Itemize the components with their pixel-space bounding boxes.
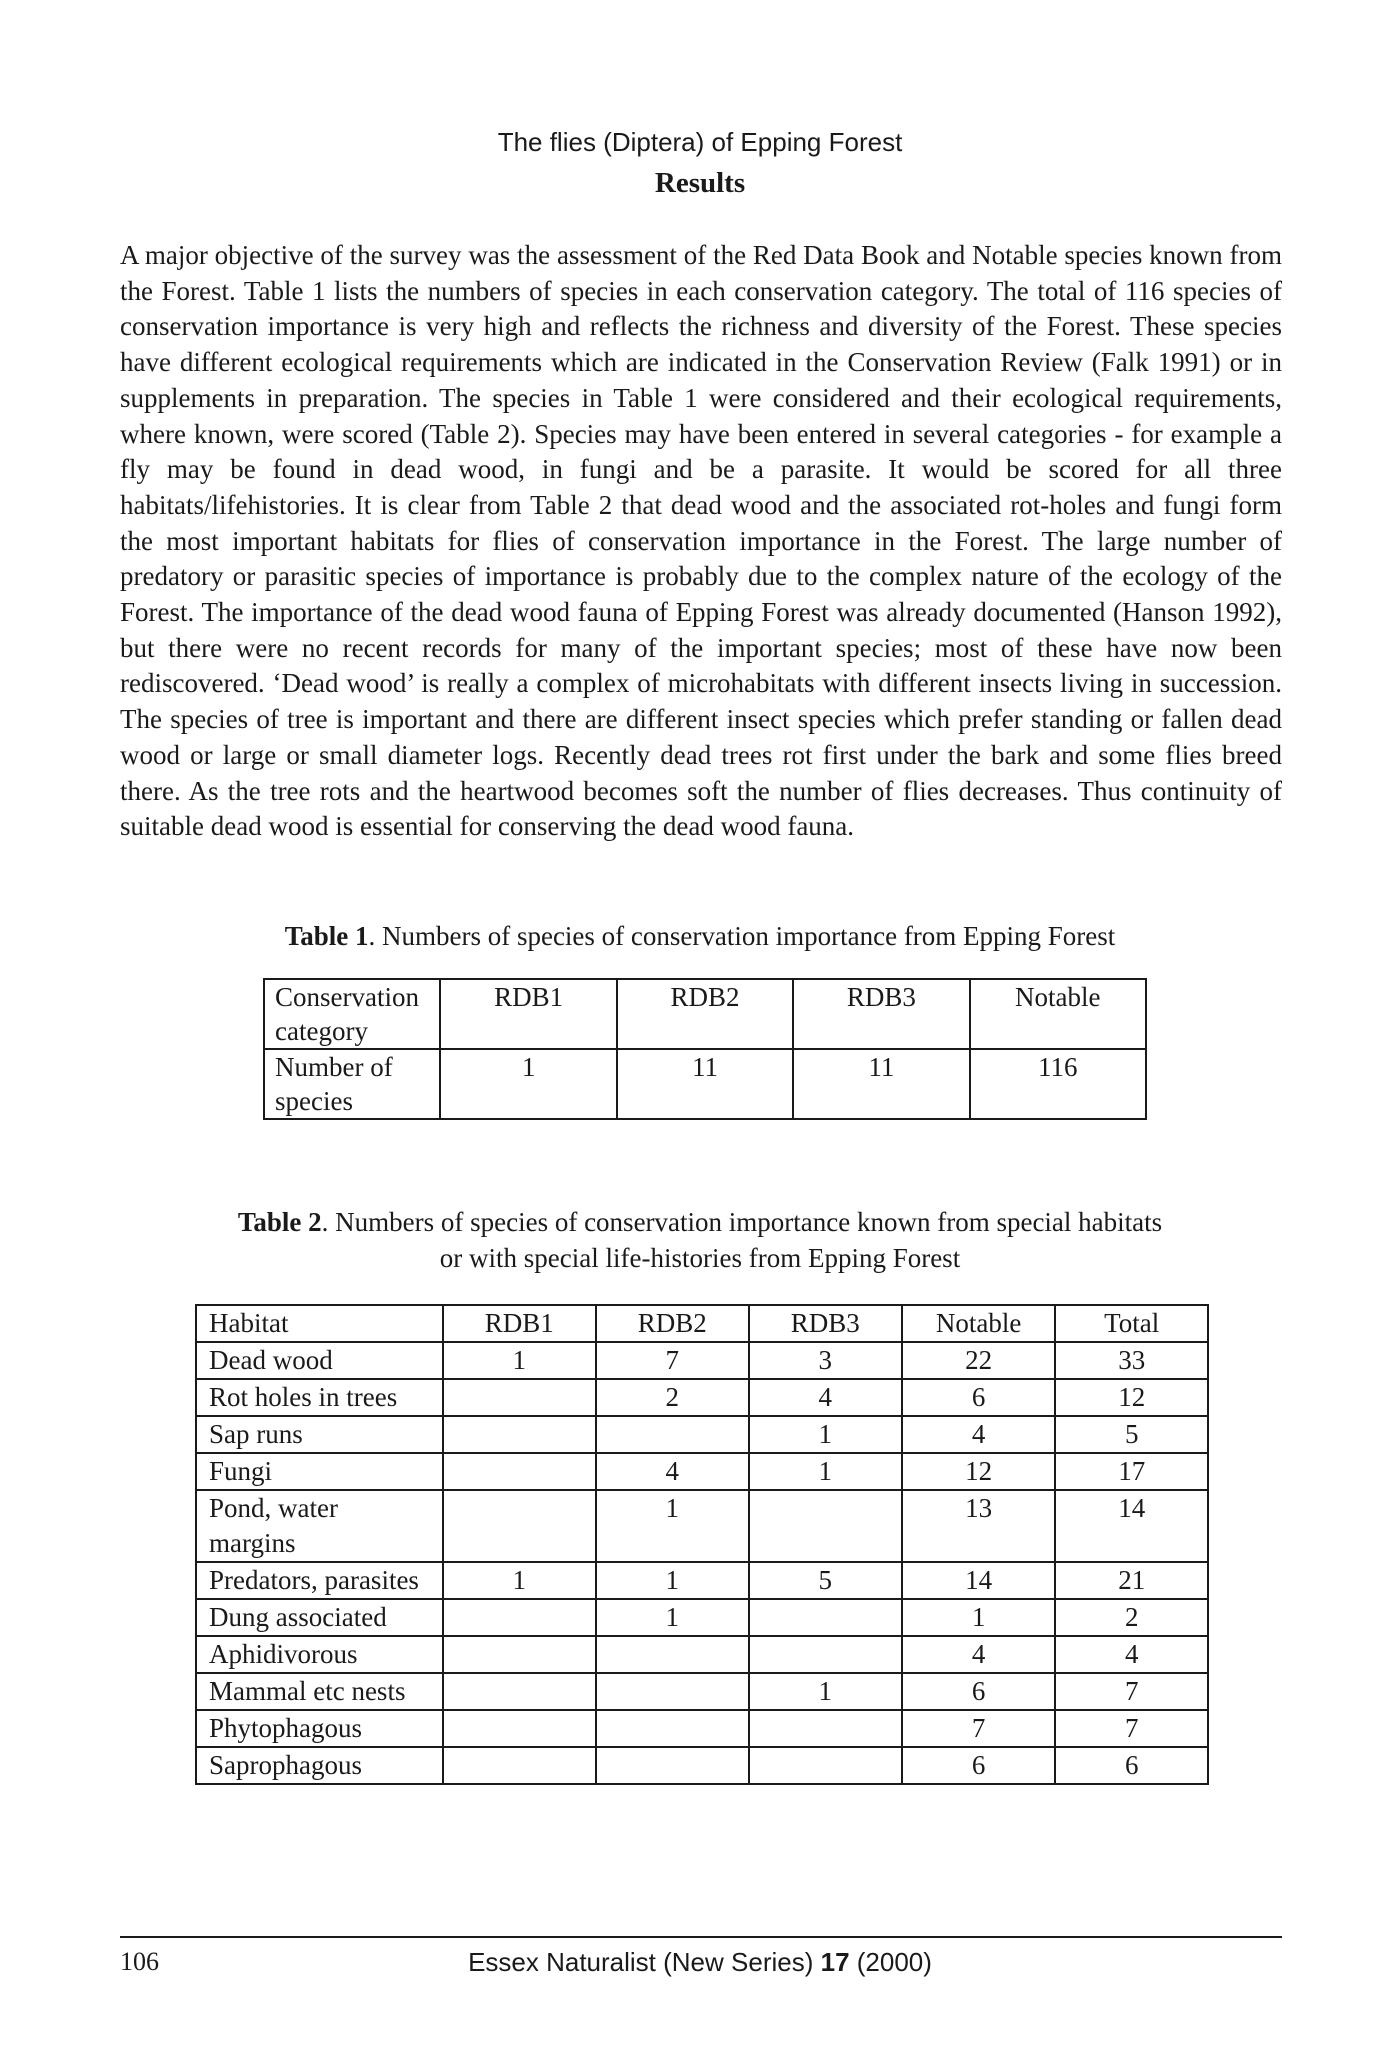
table-2-cell: 14 (902, 1562, 1056, 1599)
table-2-cell: Phytophagous (196, 1710, 443, 1747)
table-2-cell: 7 (902, 1710, 1056, 1747)
table-2-caption-text: . Numbers of species of conservation importance known from special habitats (321, 1207, 1163, 1237)
table-2-header-cell: RDB2 (596, 1305, 749, 1342)
table-2-cell: 14 (1055, 1490, 1208, 1562)
table-2-cell (596, 1710, 749, 1747)
table-2-row (196, 1710, 1208, 1747)
table-1-cell: 1 (440, 1049, 616, 1119)
table-2-cell: 33 (1055, 1342, 1208, 1379)
table-2-cell (443, 1636, 596, 1673)
table-2-cell (596, 1673, 749, 1710)
table-2-caption (180, 1204, 1220, 1276)
table-2-cell: 6 (1055, 1747, 1208, 1784)
table-1-cell: 11 (793, 1049, 969, 1119)
journal-citation (0, 1946, 1400, 1978)
footer-divider (120, 1936, 1282, 1938)
table-2-cell: 2 (1055, 1599, 1208, 1636)
table-2-row (196, 1673, 1208, 1710)
table-2-header-cell: Notable (902, 1305, 1056, 1342)
table-2-cell: 1 (749, 1453, 902, 1490)
table-2-cell: 1 (596, 1490, 749, 1562)
table-2-cell (596, 1747, 749, 1784)
table-2-cell (749, 1599, 902, 1636)
table-2-row (196, 1636, 1208, 1673)
table-2-cell: 7 (1055, 1710, 1208, 1747)
journal-volume: 17 (820, 1947, 850, 1977)
table-2-cell: 2 (596, 1379, 749, 1416)
table-2-cell: 1 (443, 1342, 596, 1379)
table-2-cell: Predators, parasites (196, 1562, 443, 1599)
table-2-cell (443, 1453, 596, 1490)
table-1 (263, 978, 1147, 1120)
table-2-header-cell: Total (1055, 1305, 1208, 1342)
table-2-caption-text-line2: or with special life-histories from Epping Forest (439, 1243, 961, 1273)
table-2-cell: 17 (1055, 1453, 1208, 1490)
table-2-cell (443, 1490, 596, 1562)
table-2-cell (596, 1636, 749, 1673)
table-2-cell: 5 (1055, 1416, 1208, 1453)
table-1-header-cell: RDB2 (617, 979, 793, 1049)
table-2-header-cell: RDB3 (749, 1305, 902, 1342)
table-2-cell: 1 (902, 1599, 1056, 1636)
table-2-cell (443, 1710, 596, 1747)
table-2-cell: 13 (902, 1490, 1056, 1562)
table-2-header-cell: Habitat (196, 1305, 443, 1342)
table-1-header-cell: Notable (970, 979, 1146, 1049)
table-2-cell: 4 (902, 1636, 1056, 1673)
table-1-data-row (264, 1049, 1146, 1119)
table-2-cell: Dead wood (196, 1342, 443, 1379)
table-2-cell: 1 (596, 1599, 749, 1636)
table-2-header-cell: RDB1 (443, 1305, 596, 1342)
table-1-label: Table 1 (284, 921, 369, 951)
table-2-cell (749, 1636, 902, 1673)
table-2-cell: 3 (749, 1342, 902, 1379)
table-2-cell: 5 (749, 1562, 902, 1599)
table-2-header-row (196, 1305, 1208, 1342)
table-2-cell: 1 (443, 1562, 596, 1599)
table-2-cell: 1 (749, 1673, 902, 1710)
table-2-row (196, 1562, 1208, 1599)
section-heading: Results (654, 167, 746, 199)
table-2-cell (749, 1710, 902, 1747)
table-2-cell: 1 (596, 1562, 749, 1599)
table-2-cell (443, 1416, 596, 1453)
table-2-row (196, 1342, 1208, 1379)
table-1-cell: 116 (970, 1049, 1146, 1119)
table-2-cell: Mammal etc nests (196, 1673, 443, 1710)
table-2-cell (749, 1747, 902, 1784)
table-2-cell: 4 (902, 1416, 1056, 1453)
table-2-cell: 12 (1055, 1379, 1208, 1416)
table-1-cell: Number of species (264, 1049, 440, 1119)
table-2-row (196, 1747, 1208, 1784)
page-number: 106 (120, 1947, 159, 1976)
table-2-cell: 6 (902, 1379, 1056, 1416)
table-1-cell: 11 (617, 1049, 793, 1119)
table-2-cell: Fungi (196, 1453, 443, 1490)
table-2-cell: 6 (902, 1747, 1056, 1784)
table-2-row (196, 1379, 1208, 1416)
table-1-header-cell: RDB1 (440, 979, 616, 1049)
table-2-cell (443, 1673, 596, 1710)
table-2-cell (443, 1379, 596, 1416)
table-2-cell: 12 (902, 1453, 1056, 1490)
table-2-row (196, 1599, 1208, 1636)
table-2-cell: 4 (749, 1379, 902, 1416)
table-2-body (196, 1305, 1208, 1784)
table-1-caption-text: . Numbers of species of conservation importance from Epping Forest (368, 921, 1116, 951)
table-2-label: Table 2 (237, 1207, 322, 1237)
journal-name: Essex Naturalist (New Series) (468, 1947, 821, 1977)
table-2-cell (596, 1416, 749, 1453)
table-1-caption (0, 918, 1400, 954)
table-2-row (196, 1416, 1208, 1453)
table-2-cell: 7 (596, 1342, 749, 1379)
table-2-cell: Rot holes in trees (196, 1379, 443, 1416)
table-2-cell (749, 1490, 902, 1562)
table-2-row (196, 1490, 1208, 1562)
table-2-cell: 21 (1055, 1562, 1208, 1599)
table-2-cell: Saprophagous (196, 1747, 443, 1784)
table-2-cell (443, 1599, 596, 1636)
table-2-cell: 1 (749, 1416, 902, 1453)
table-2-cell: 4 (1055, 1636, 1208, 1673)
table-2-cell: Pond, water margins (196, 1490, 443, 1562)
table-1-header-cell: Conservation category (264, 979, 440, 1049)
table-2-cell: 7 (1055, 1673, 1208, 1710)
table-2-cell: 6 (902, 1673, 1056, 1710)
table-2-row (196, 1453, 1208, 1490)
table-2-cell: Aphidivorous (196, 1636, 443, 1673)
journal-year: (2000) (849, 1947, 932, 1977)
table-1-header-cell: RDB3 (793, 979, 969, 1049)
table-1-header-row (264, 979, 1146, 1049)
table-2-cell (443, 1747, 596, 1784)
body-paragraph: A major objective of the survey was the assessment of the Red Data Book and Notable species known from the Forest. Table 1 lists the numbers of species in each conservation category. The total of 116 species of conservation importance is very high and reflects the richness and diversity of the Forest. These species have different ecological requirements which are indicated in the Conservation Review (Falk 1991) or in supplements in preparation. The species in Table 1 were considered and their ecological requirements, where known, were scored (Table 2). Species may have been entered in several categories - for example a fly may be found in dead wood, in fungi and be a parasite. It would be scored for all three habitats/lifehistories. It is clear from Table 2 that dead wood and the associated rot-holes and fungi form the most important habitats for flies of conservation importance in the Forest. The large number of predatory or parasitic species of importance is probably due to the complex nature of the ecology of the Forest. The importance of the dead wood fauna of Epping Forest was already documented (Hanson 1992), but there were no recent records for many of the important species; most of these have now been rediscovered. ‘Dead wood’ is really a complex of microhabitats with different insects living in succession. The species of tree is important and there are different insect species which prefer standing or fallen dead wood or large or small diameter logs. Recently dead trees rot first under the bark and some flies breed there. As the tree rots and the heartwood becomes soft the number of flies decreases. Thus continuity of suitable dead wood is essential for conserving the dead wood fauna. (120, 240, 1282, 842)
running-title: The flies (Diptera) of Epping Forest (497, 127, 903, 157)
table-2-cell: Dung associated (196, 1599, 443, 1636)
table-2-cell: 4 (596, 1453, 749, 1490)
table-2 (195, 1304, 1209, 1785)
table-2-cell: 22 (902, 1342, 1056, 1379)
table-2-cell: Sap runs (196, 1416, 443, 1453)
